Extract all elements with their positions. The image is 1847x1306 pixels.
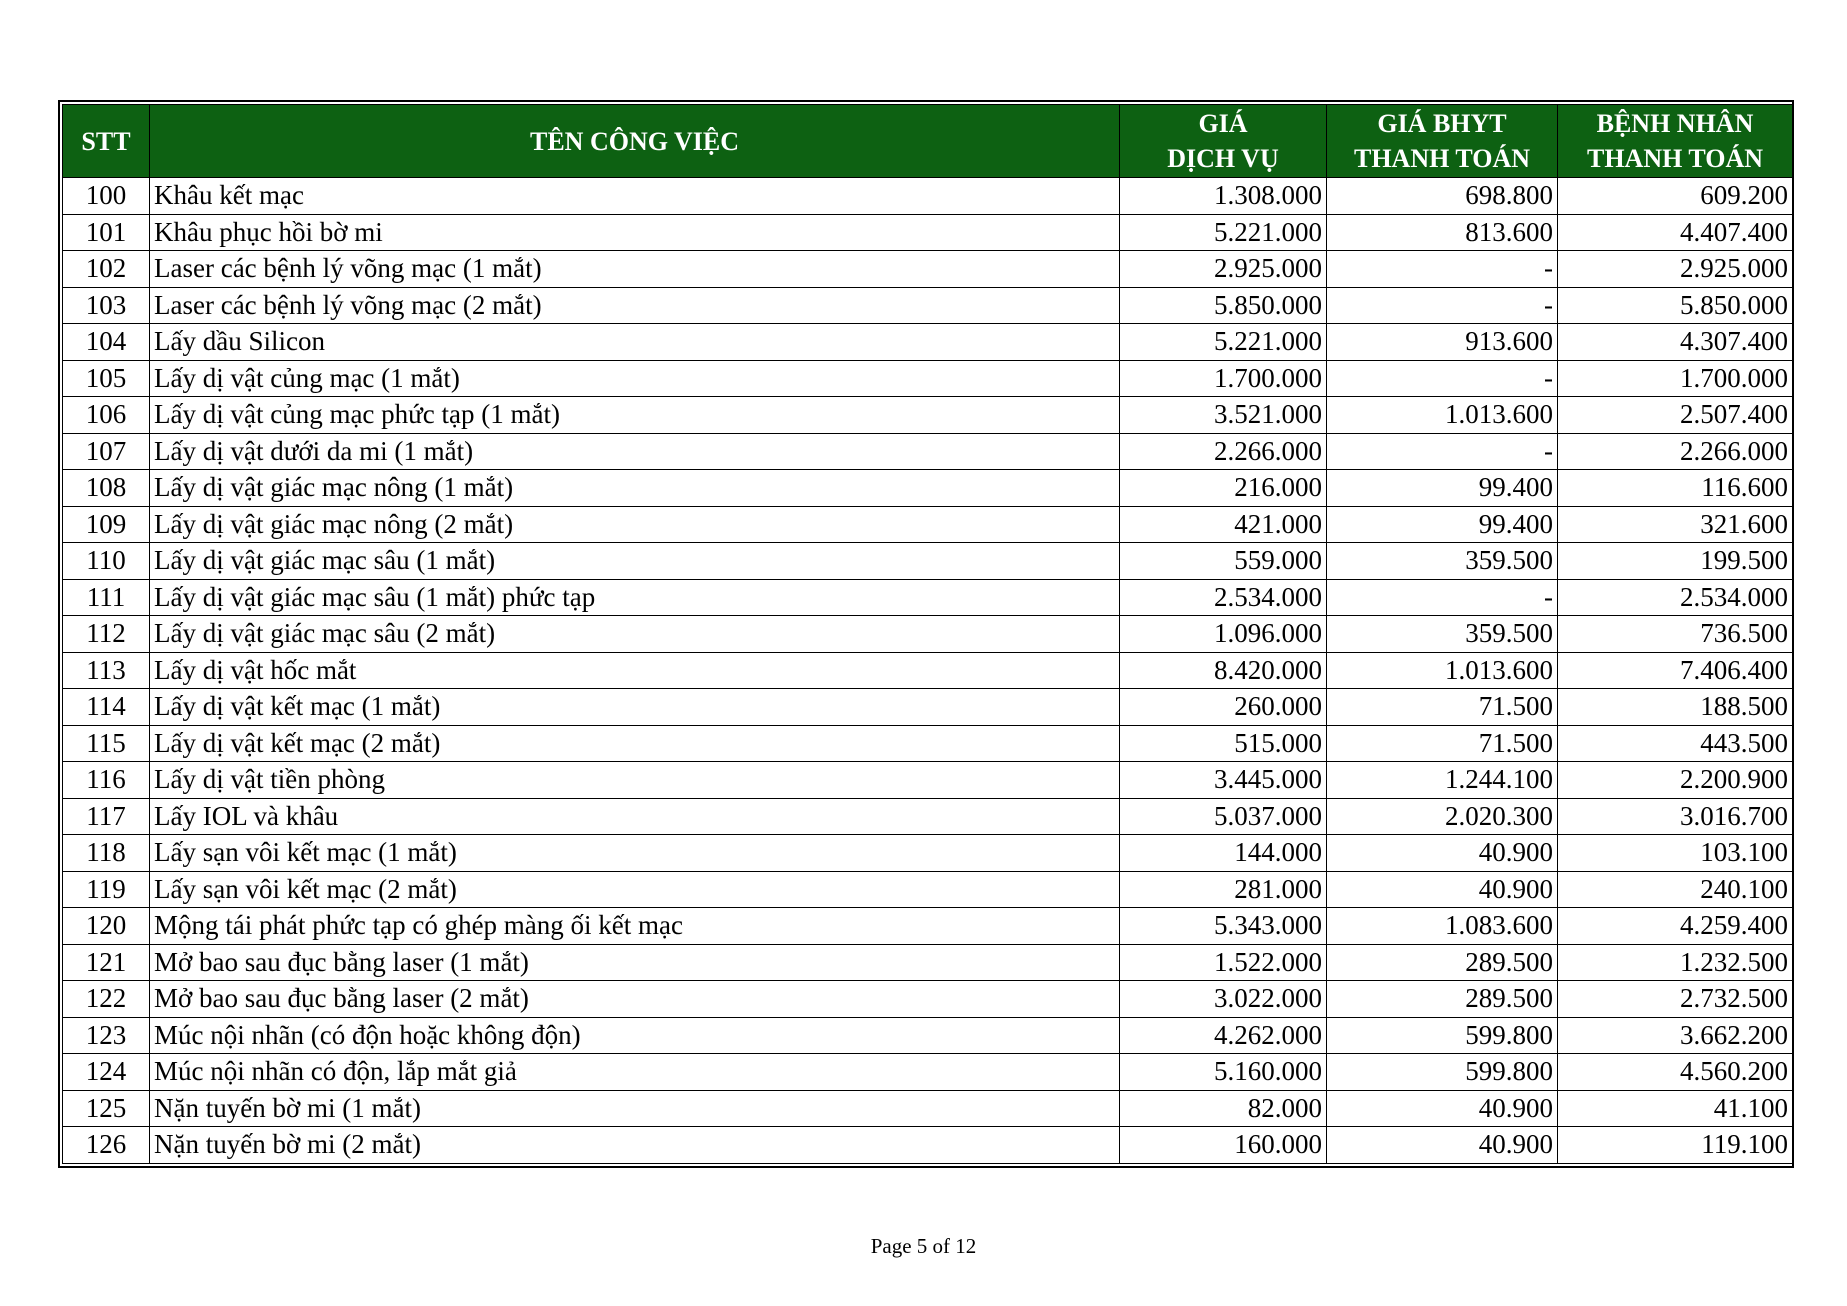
cell-stt: 104	[63, 324, 150, 361]
table-row	[63, 579, 1793, 616]
cell-task-name: Lấy dị vật dưới da mi (1 mắt)	[150, 433, 1120, 470]
cell-insurance-price: 99.400	[1327, 470, 1558, 507]
cell-task-name: Múc nội nhãn (có độn hoặc không độn)	[150, 1017, 1120, 1054]
cell-task-name: Lấy dị vật kết mạc (2 mắt)	[150, 725, 1120, 762]
header-patient-pays	[1558, 105, 1793, 178]
table-header-row	[63, 105, 1793, 178]
cell-insurance-price: 289.500	[1327, 981, 1558, 1018]
cell-patient-pays: 2.732.500	[1558, 981, 1793, 1018]
cell-stt: 115	[63, 725, 150, 762]
cell-task-name: Lấy dầu Silicon	[150, 324, 1120, 361]
cell-patient-pays: 2.266.000	[1558, 433, 1793, 470]
cell-service-price: 1.308.000	[1120, 178, 1327, 215]
cell-patient-pays: 5.850.000	[1558, 287, 1793, 324]
cell-service-price: 5.850.000	[1120, 287, 1327, 324]
header-insurance-price	[1327, 105, 1558, 178]
header-task-name: TÊN CÔNG VIỆC	[150, 105, 1120, 178]
cell-stt: 119	[63, 871, 150, 908]
cell-service-price: 4.262.000	[1120, 1017, 1327, 1054]
table-row	[63, 616, 1793, 653]
cell-patient-pays: 240.100	[1558, 871, 1793, 908]
cell-stt: 121	[63, 944, 150, 981]
cell-stt: 125	[63, 1090, 150, 1127]
cell-task-name: Lấy sạn vôi kết mạc (1 mắt)	[150, 835, 1120, 872]
cell-patient-pays: 199.500	[1558, 543, 1793, 580]
cell-stt: 106	[63, 397, 150, 434]
cell-service-price: 5.160.000	[1120, 1054, 1327, 1091]
table-row	[63, 725, 1793, 762]
cell-patient-pays: 2.925.000	[1558, 251, 1793, 288]
table-row	[63, 543, 1793, 580]
cell-stt: 109	[63, 506, 150, 543]
cell-task-name: Nặn tuyến bờ mi (1 mắt)	[150, 1090, 1120, 1127]
cell-insurance-price: -	[1327, 579, 1558, 616]
cell-task-name: Mộng tái phát phức tạp có ghép màng ối kết mạc	[150, 908, 1120, 945]
header-insurance-price-line1: GIÁ BHYT	[1377, 109, 1507, 138]
cell-service-price: 260.000	[1120, 689, 1327, 726]
table-row	[63, 835, 1793, 872]
cell-insurance-price: -	[1327, 251, 1558, 288]
cell-service-price: 5.343.000	[1120, 908, 1327, 945]
table-row	[63, 506, 1793, 543]
cell-insurance-price: 1.244.100	[1327, 762, 1558, 799]
cell-insurance-price: 1.083.600	[1327, 908, 1558, 945]
cell-service-price: 3.445.000	[1120, 762, 1327, 799]
cell-stt: 112	[63, 616, 150, 653]
header-service-price-line1: GIÁ	[1198, 109, 1248, 138]
cell-task-name: Mở bao sau đục bằng laser (1 mắt)	[150, 944, 1120, 981]
cell-stt: 124	[63, 1054, 150, 1091]
cell-stt: 126	[63, 1127, 150, 1164]
cell-stt: 117	[63, 798, 150, 835]
cell-service-price: 1.096.000	[1120, 616, 1327, 653]
cell-insurance-price: 913.600	[1327, 324, 1558, 361]
cell-service-price: 281.000	[1120, 871, 1327, 908]
table-row	[63, 287, 1793, 324]
table-row	[63, 251, 1793, 288]
table-row	[63, 1017, 1793, 1054]
cell-insurance-price: 599.800	[1327, 1017, 1558, 1054]
cell-insurance-price: -	[1327, 360, 1558, 397]
table-row	[63, 397, 1793, 434]
cell-insurance-price: 289.500	[1327, 944, 1558, 981]
cell-insurance-price: 2.020.300	[1327, 798, 1558, 835]
cell-stt: 114	[63, 689, 150, 726]
cell-patient-pays: 2.200.900	[1558, 762, 1793, 799]
cell-patient-pays: 41.100	[1558, 1090, 1793, 1127]
cell-task-name: Lấy sạn vôi kết mạc (2 mắt)	[150, 871, 1120, 908]
table-row	[63, 652, 1793, 689]
cell-patient-pays: 443.500	[1558, 725, 1793, 762]
cell-task-name: Lấy dị vật hốc mắt	[150, 652, 1120, 689]
cell-task-name: Múc nội nhãn có độn, lắp mắt giả	[150, 1054, 1120, 1091]
table-row	[63, 324, 1793, 361]
cell-patient-pays: 1.232.500	[1558, 944, 1793, 981]
table-row	[63, 1127, 1793, 1164]
cell-task-name: Lấy dị vật củng mạc phức tạp (1 mắt)	[150, 397, 1120, 434]
cell-task-name: Lấy dị vật giác mạc nông (2 mắt)	[150, 506, 1120, 543]
header-insurance-price-line2: THANH TOÁN	[1353, 144, 1531, 173]
cell-service-price: 82.000	[1120, 1090, 1327, 1127]
cell-task-name: Laser các bệnh lý võng mạc (2 mắt)	[150, 287, 1120, 324]
cell-task-name: Lấy dị vật củng mạc (1 mắt)	[150, 360, 1120, 397]
cell-service-price: 515.000	[1120, 725, 1327, 762]
table-row	[63, 1054, 1793, 1091]
table-row	[63, 214, 1793, 251]
cell-stt: 105	[63, 360, 150, 397]
table-body	[63, 178, 1793, 1164]
cell-insurance-price: 599.800	[1327, 1054, 1558, 1091]
cell-task-name: Lấy dị vật tiền phòng	[150, 762, 1120, 799]
header-patient-pays-line1: BỆNH NHÂN	[1596, 109, 1754, 138]
table-row	[63, 762, 1793, 799]
cell-insurance-price: 1.013.600	[1327, 652, 1558, 689]
cell-insurance-price: 1.013.600	[1327, 397, 1558, 434]
table-row	[63, 470, 1793, 507]
cell-stt: 110	[63, 543, 150, 580]
table-row	[63, 981, 1793, 1018]
cell-service-price: 8.420.000	[1120, 652, 1327, 689]
cell-insurance-price: -	[1327, 287, 1558, 324]
cell-stt: 108	[63, 470, 150, 507]
cell-service-price: 3.022.000	[1120, 981, 1327, 1018]
table-row	[63, 908, 1793, 945]
cell-patient-pays: 4.560.200	[1558, 1054, 1793, 1091]
page-number: Page 5 of 12	[870, 1234, 977, 1258]
cell-insurance-price: -	[1327, 433, 1558, 470]
cell-patient-pays: 7.406.400	[1558, 652, 1793, 689]
cell-patient-pays: 1.700.000	[1558, 360, 1793, 397]
cell-insurance-price: 40.900	[1327, 1090, 1558, 1127]
cell-service-price: 5.221.000	[1120, 214, 1327, 251]
cell-task-name: Lấy dị vật kết mạc (1 mắt)	[150, 689, 1120, 726]
table-row	[63, 433, 1793, 470]
cell-insurance-price: 40.900	[1327, 835, 1558, 872]
table-row	[63, 871, 1793, 908]
cell-stt: 111	[63, 579, 150, 616]
cell-service-price: 1.700.000	[1120, 360, 1327, 397]
cell-task-name: Khâu phục hồi bờ mi	[150, 214, 1120, 251]
cell-patient-pays: 2.507.400	[1558, 397, 1793, 434]
cell-patient-pays: 3.016.700	[1558, 798, 1793, 835]
cell-service-price: 559.000	[1120, 543, 1327, 580]
cell-service-price: 160.000	[1120, 1127, 1327, 1164]
table-row	[63, 944, 1793, 981]
header-service-price	[1120, 105, 1327, 178]
cell-task-name: Lấy IOL và khâu	[150, 798, 1120, 835]
cell-patient-pays: 116.600	[1558, 470, 1793, 507]
cell-patient-pays: 609.200	[1558, 178, 1793, 215]
cell-stt: 102	[63, 251, 150, 288]
cell-stt: 118	[63, 835, 150, 872]
cell-task-name: Lấy dị vật giác mạc sâu (1 mắt)	[150, 543, 1120, 580]
table-row	[63, 1090, 1793, 1127]
cell-stt: 107	[63, 433, 150, 470]
cell-patient-pays: 321.600	[1558, 506, 1793, 543]
price-table	[62, 104, 1793, 1164]
cell-task-name: Nặn tuyến bờ mi (2 mắt)	[150, 1127, 1120, 1164]
cell-service-price: 216.000	[1120, 470, 1327, 507]
cell-service-price: 2.534.000	[1120, 579, 1327, 616]
cell-service-price: 2.925.000	[1120, 251, 1327, 288]
cell-task-name: Mở bao sau đục bằng laser (2 mắt)	[150, 981, 1120, 1018]
cell-patient-pays: 103.100	[1558, 835, 1793, 872]
table-row	[63, 178, 1793, 215]
price-table-frame	[58, 100, 1794, 1168]
cell-task-name: Lấy dị vật giác mạc sâu (1 mắt) phức tạp	[150, 579, 1120, 616]
cell-insurance-price: 40.900	[1327, 1127, 1558, 1164]
cell-task-name: Laser các bệnh lý võng mạc (1 mắt)	[150, 251, 1120, 288]
cell-service-price: 1.522.000	[1120, 944, 1327, 981]
cell-patient-pays: 2.534.000	[1558, 579, 1793, 616]
cell-service-price: 5.221.000	[1120, 324, 1327, 361]
table-row	[63, 360, 1793, 397]
cell-patient-pays: 3.662.200	[1558, 1017, 1793, 1054]
cell-insurance-price: 359.500	[1327, 543, 1558, 580]
cell-insurance-price: 698.800	[1327, 178, 1558, 215]
cell-service-price: 5.037.000	[1120, 798, 1327, 835]
cell-stt: 122	[63, 981, 150, 1018]
header-patient-pays-line2: THANH TOÁN	[1586, 144, 1764, 173]
cell-service-price: 2.266.000	[1120, 433, 1327, 470]
table-row	[63, 689, 1793, 726]
cell-patient-pays: 188.500	[1558, 689, 1793, 726]
cell-stt: 113	[63, 652, 150, 689]
cell-patient-pays: 4.259.400	[1558, 908, 1793, 945]
cell-stt: 103	[63, 287, 150, 324]
cell-stt: 123	[63, 1017, 150, 1054]
cell-stt: 116	[63, 762, 150, 799]
cell-insurance-price: 813.600	[1327, 214, 1558, 251]
header-stt: STT	[63, 105, 150, 178]
cell-stt: 101	[63, 214, 150, 251]
cell-insurance-price: 99.400	[1327, 506, 1558, 543]
cell-task-name: Lấy dị vật giác mạc nông (1 mắt)	[150, 470, 1120, 507]
cell-service-price: 421.000	[1120, 506, 1327, 543]
cell-patient-pays: 4.307.400	[1558, 324, 1793, 361]
cell-service-price: 3.521.000	[1120, 397, 1327, 434]
table-row	[63, 798, 1793, 835]
cell-patient-pays: 119.100	[1558, 1127, 1793, 1164]
cell-insurance-price: 71.500	[1327, 725, 1558, 762]
cell-patient-pays: 4.407.400	[1558, 214, 1793, 251]
header-service-price-line2: DỊCH VỤ	[1167, 144, 1279, 173]
cell-task-name: Khâu kết mạc	[150, 178, 1120, 215]
cell-stt: 100	[63, 178, 150, 215]
cell-patient-pays: 736.500	[1558, 616, 1793, 653]
cell-insurance-price: 71.500	[1327, 689, 1558, 726]
cell-insurance-price: 359.500	[1327, 616, 1558, 653]
cell-stt: 120	[63, 908, 150, 945]
cell-service-price: 144.000	[1120, 835, 1327, 872]
cell-task-name: Lấy dị vật giác mạc sâu (2 mắt)	[150, 616, 1120, 653]
cell-insurance-price: 40.900	[1327, 871, 1558, 908]
